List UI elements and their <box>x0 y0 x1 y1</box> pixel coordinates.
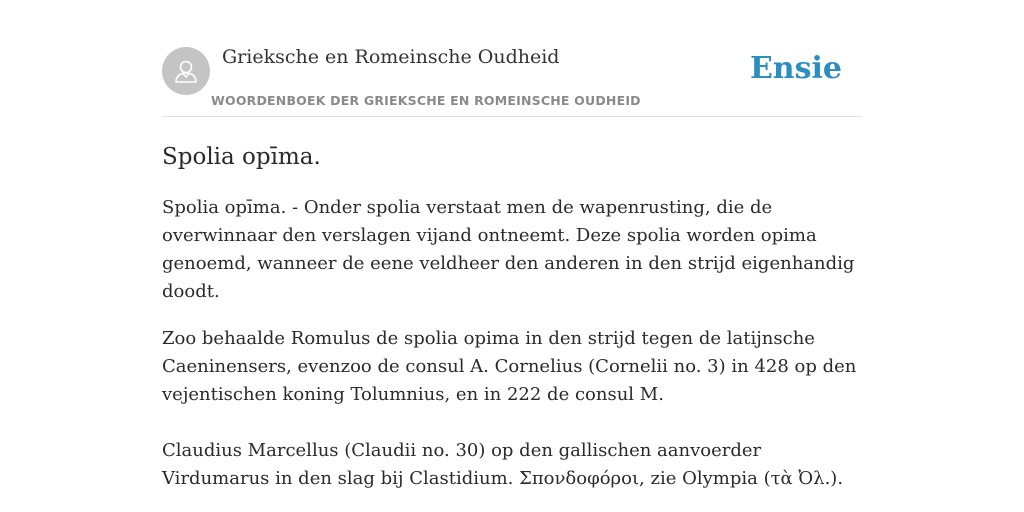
site-title[interactable]: Grieksche en Romeinsche Oudheid <box>222 46 560 68</box>
entry-paragraph-3: Claudius Marcellus (Claudii no. 30) op den gallischen aanvoerder Virdumarus in den slag bij Clastidium. Σπονδοφόροι, zie Olympia (τὰ Ὀλ.). <box>162 440 844 489</box>
entry-title: Spolia opīma. <box>162 144 321 170</box>
page-container <box>162 0 862 493</box>
avatar[interactable] <box>162 47 210 95</box>
brand-logo-link[interactable]: Ensie <box>749 51 842 86</box>
user-icon <box>172 57 200 85</box>
entry-paragraph-2: Zoo behaalde Romulus de spolia opima in den strijd tegen de latijnsche Caeninensers, evenzoo de consul A. Cornelius (Cornelii no. 3) in 428 op den vejentischen koning Tolumnius, en in 222 de consul M. <box>162 328 857 405</box>
site-subtitle: WOORDENBOEK DER GRIEKSCHE EN ROMEINSCHE OUDHEID <box>211 93 641 108</box>
site-header <box>162 46 862 117</box>
entry-paragraph-1: Spolia opīma. - Onder spolia verstaat men de wapenrusting, die de overwinnaar den verslagen vijand ontneemt. Deze spolia worden opima genoemd, wanneer de eene veldheer den anderen in den strijd eigenhandig doodt. <box>162 197 855 302</box>
